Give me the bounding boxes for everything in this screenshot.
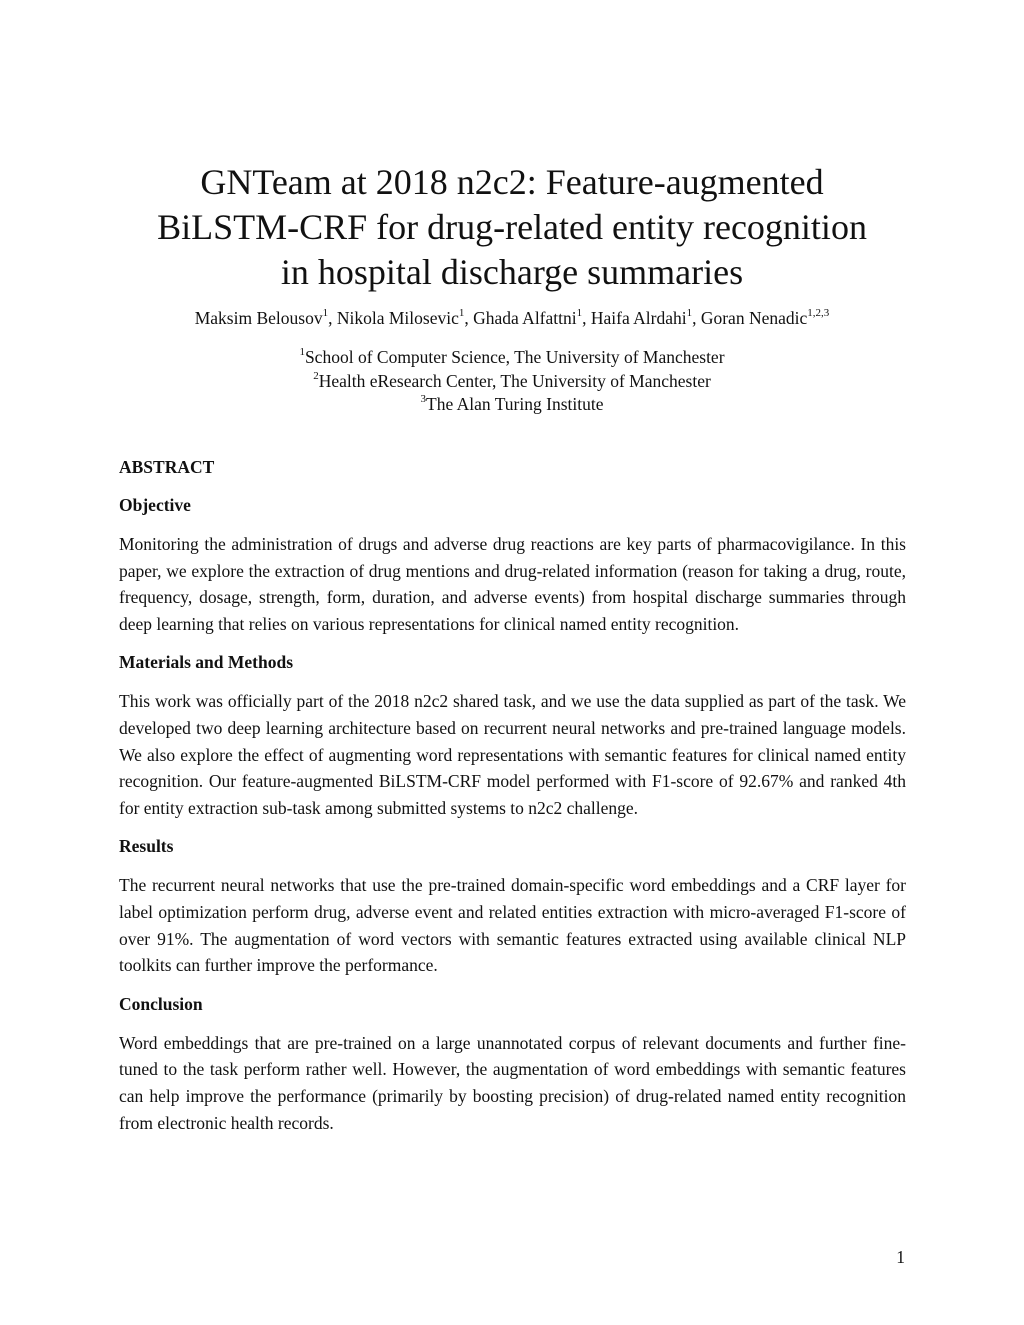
section-text-conclusion: Word embeddings that are pre-trained on a large unannotated corpus of relevant documents and further fine-tuned to the task perform rather well. However, the augmentation of word embeddings with semantic features can help improve the performance (primarily by boosting precision) of drug-related named entity recognition from electronic health records. [119,1032,906,1133]
title-line-3: in hospital discharge summaries [280,252,744,292]
author-affiliation-marker: 1 [686,307,693,320]
affiliation-marker: 3 [420,393,427,406]
affiliation-item [0,393,1024,417]
author-affiliation-marker: 1,2,3 [807,307,830,320]
section-heading-results: Results [119,836,174,857]
affiliation-text: The Alan Turing Institute [426,394,604,414]
affiliation-item [0,346,1024,370]
author-name: Maksim Belousov [194,308,323,328]
section-text-results: The recurrent neural networks that use the pre-trained domain-specific word embeddings and a CRF layer for label optimization perform drug, adverse event and related entities extraction with micro-averaged F1-score of over 91%. The augmentation of word vectors with semantic features extracted using available clinical NLP toolkits can further improve the performance. [119,875,906,976]
title-line-1: GNTeam at 2018 n2c2: Feature-augmented [200,162,824,202]
author-affiliation-marker: 1 [576,307,583,320]
title-line-2: BiLSTM-CRF for drug-related entity recognition [157,207,867,247]
section-text-materials-methods: This work was officially part of the 2018 n2c2 shared task, and we use the data supplied as part of the task. We developed two deep learning architecture based on recurrent neural networks and pre-trained language models. We also explore the effect of augmenting word representations with semantic features for clinical named entity recognition. Our feature-augmented BiLSTM-CRF model performed with F1-score of 92.67% and ranked 4th for entity extraction sub-task among submitted systems to n2c2 challenge. [119,691,906,818]
affiliation-marker: 1 [299,346,305,359]
section-heading-conclusion: Conclusion [119,993,203,1014]
author-affiliation-marker: 1 [458,307,465,320]
section-heading-materials-methods: Materials and Methods [119,652,294,673]
affiliation-text: Health eResearch Center, The University of Manchester [318,370,711,391]
author-affiliation-marker: 1 [322,307,329,320]
affiliation-text: School of Computer Science, The University of Manchester [304,347,725,367]
affiliation-list [0,346,1024,417]
author-name: Ghada Alfattni [473,308,577,328]
author-name: Haifa Alrdahi [590,308,687,328]
author-name: Goran Nenadic [700,308,808,328]
affiliation-marker: 2 [313,369,319,382]
author-list: Maksim Belousov$^1$, Nikola Milosevic$^1$, Ghada Alfattni$^1$, Haifa Alrdahi$^1$, Goran Nenadic$^{1,2,3}$ [194,307,830,328]
author-name: Nikola Milosevic [336,308,459,328]
section-heading-objective: Objective [119,495,191,515]
abstract-body [119,455,906,1149]
affiliation-item [0,370,1024,394]
paper-title [0,160,1024,295]
abstract-heading: ABSTRACT [119,457,215,477]
section-text-objective: Monitoring the administration of drugs and adverse drug reactions are key parts of pharmacovigilance. In this paper, we explore the extraction of drug mentions and drug-related information (reason for taking a drug, route, frequency, dosage, strength, form, duration, and adverse events) from hospital discharge summaries through deep learning that relies on various representations for clinical named entity recognition. [119,534,906,634]
page-number: 1 [896,1247,905,1267]
